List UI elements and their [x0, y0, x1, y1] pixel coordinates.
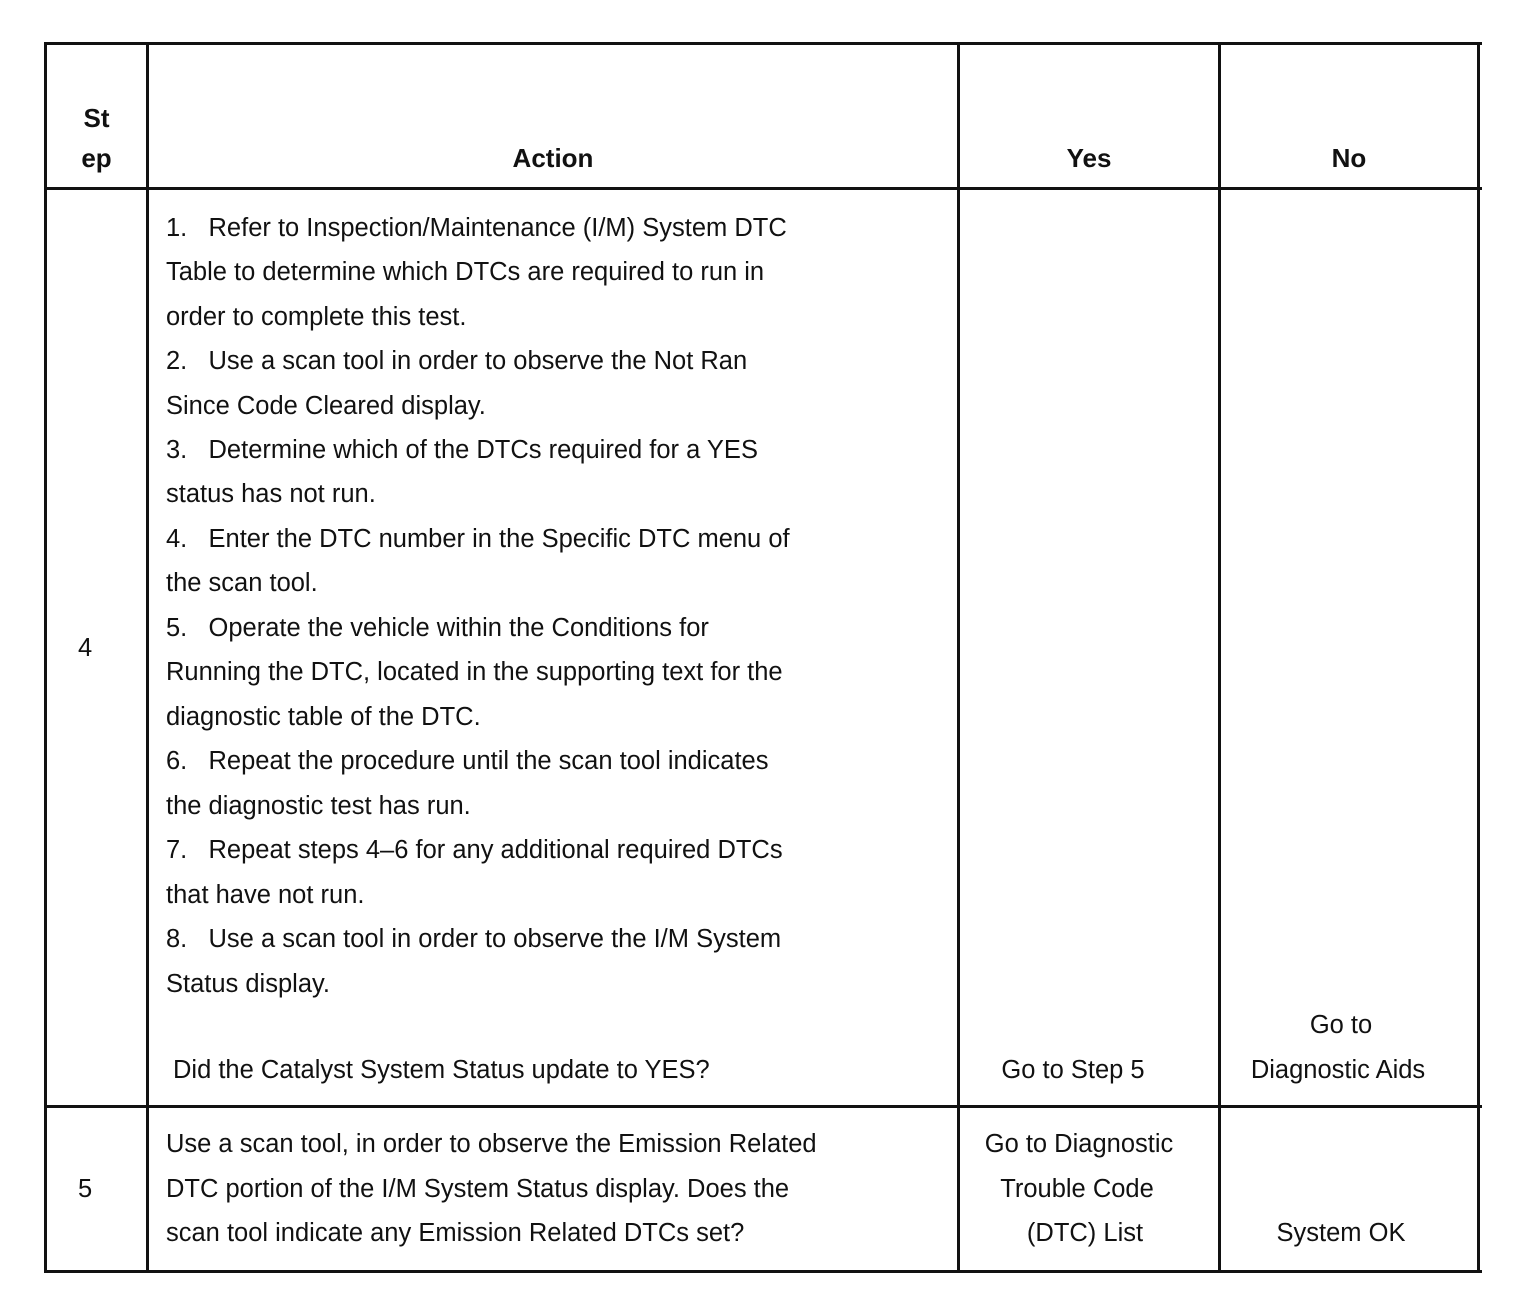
action-line: that have not run. — [166, 881, 365, 909]
action-line: Status display. — [166, 970, 330, 998]
action-line: 2. Use a scan tool in order to observe the Not Ran — [166, 347, 748, 375]
row-divider — [44, 1105, 1482, 1108]
action-line: 4. Enter the DTC number in the Specific DTC menu of — [166, 525, 790, 553]
header-no: No — [1331, 143, 1367, 173]
row-5-no: System OK — [1276, 1219, 1406, 1247]
table-right-border — [1477, 42, 1480, 1273]
table-left-border — [44, 42, 47, 1273]
column-divider-step — [146, 42, 149, 1273]
action-line: scan tool indicate any Emission Related DTCs set? — [166, 1219, 745, 1247]
row-4-question: Did the Catalyst System Status update to YES? — [173, 1056, 710, 1084]
action-line: Use a scan tool, in order to observe the Emission Related — [166, 1130, 817, 1158]
action-line: order to complete this test. — [166, 303, 467, 331]
header-step — [47, 98, 146, 178]
action-line: 1. Refer to Inspection/Maintenance (I/M) System DTC — [166, 214, 787, 242]
table-top-border — [44, 42, 1482, 45]
row-5-yes-line: Trouble Code — [1000, 1175, 1154, 1203]
header-action: Action — [512, 143, 594, 173]
row-4-no-line1: Go to — [1309, 1011, 1373, 1039]
action-line: the diagnostic test has run. — [166, 792, 471, 820]
header-yes: Yes — [1066, 143, 1112, 173]
header-step-line2: ep — [81, 143, 112, 173]
row-4-no-line2: Diagnostic Aids — [1250, 1056, 1426, 1084]
action-line: DTC portion of the I/M System Status display. Does the — [166, 1175, 790, 1203]
row-5-yes-line: Go to Diagnostic — [984, 1130, 1174, 1158]
row-4-step: 4 — [78, 634, 93, 662]
action-line: 3. Determine which of the DTCs required for a YES — [166, 436, 758, 464]
header-step-line1: St — [83, 103, 110, 133]
action-line: 5. Operate the vehicle within the Conditions for — [166, 614, 709, 642]
row-5-step: 5 — [78, 1175, 93, 1203]
action-line: 8. Use a scan tool in order to observe the I/M System — [166, 925, 782, 953]
action-line: 7. Repeat steps 4–6 for any additional required DTCs — [166, 836, 783, 864]
table-bottom-border — [44, 1270, 1482, 1273]
action-line: diagnostic table of the DTC. — [166, 703, 481, 731]
row-5-yes-line: (DTC) List — [1026, 1219, 1144, 1247]
header-bottom-border — [44, 187, 1482, 190]
row-4-yes: Go to Step 5 — [1001, 1056, 1145, 1084]
action-line: status has not run. — [166, 480, 376, 508]
action-line: Running the DTC, located in the supporting text for the — [166, 658, 783, 686]
action-line: 6. Repeat the procedure until the scan tool indicates — [166, 747, 769, 775]
action-line: the scan tool. — [166, 569, 318, 597]
action-line: Table to determine which DTCs are required to run in — [166, 258, 765, 286]
action-line: Since Code Cleared display. — [166, 392, 486, 420]
